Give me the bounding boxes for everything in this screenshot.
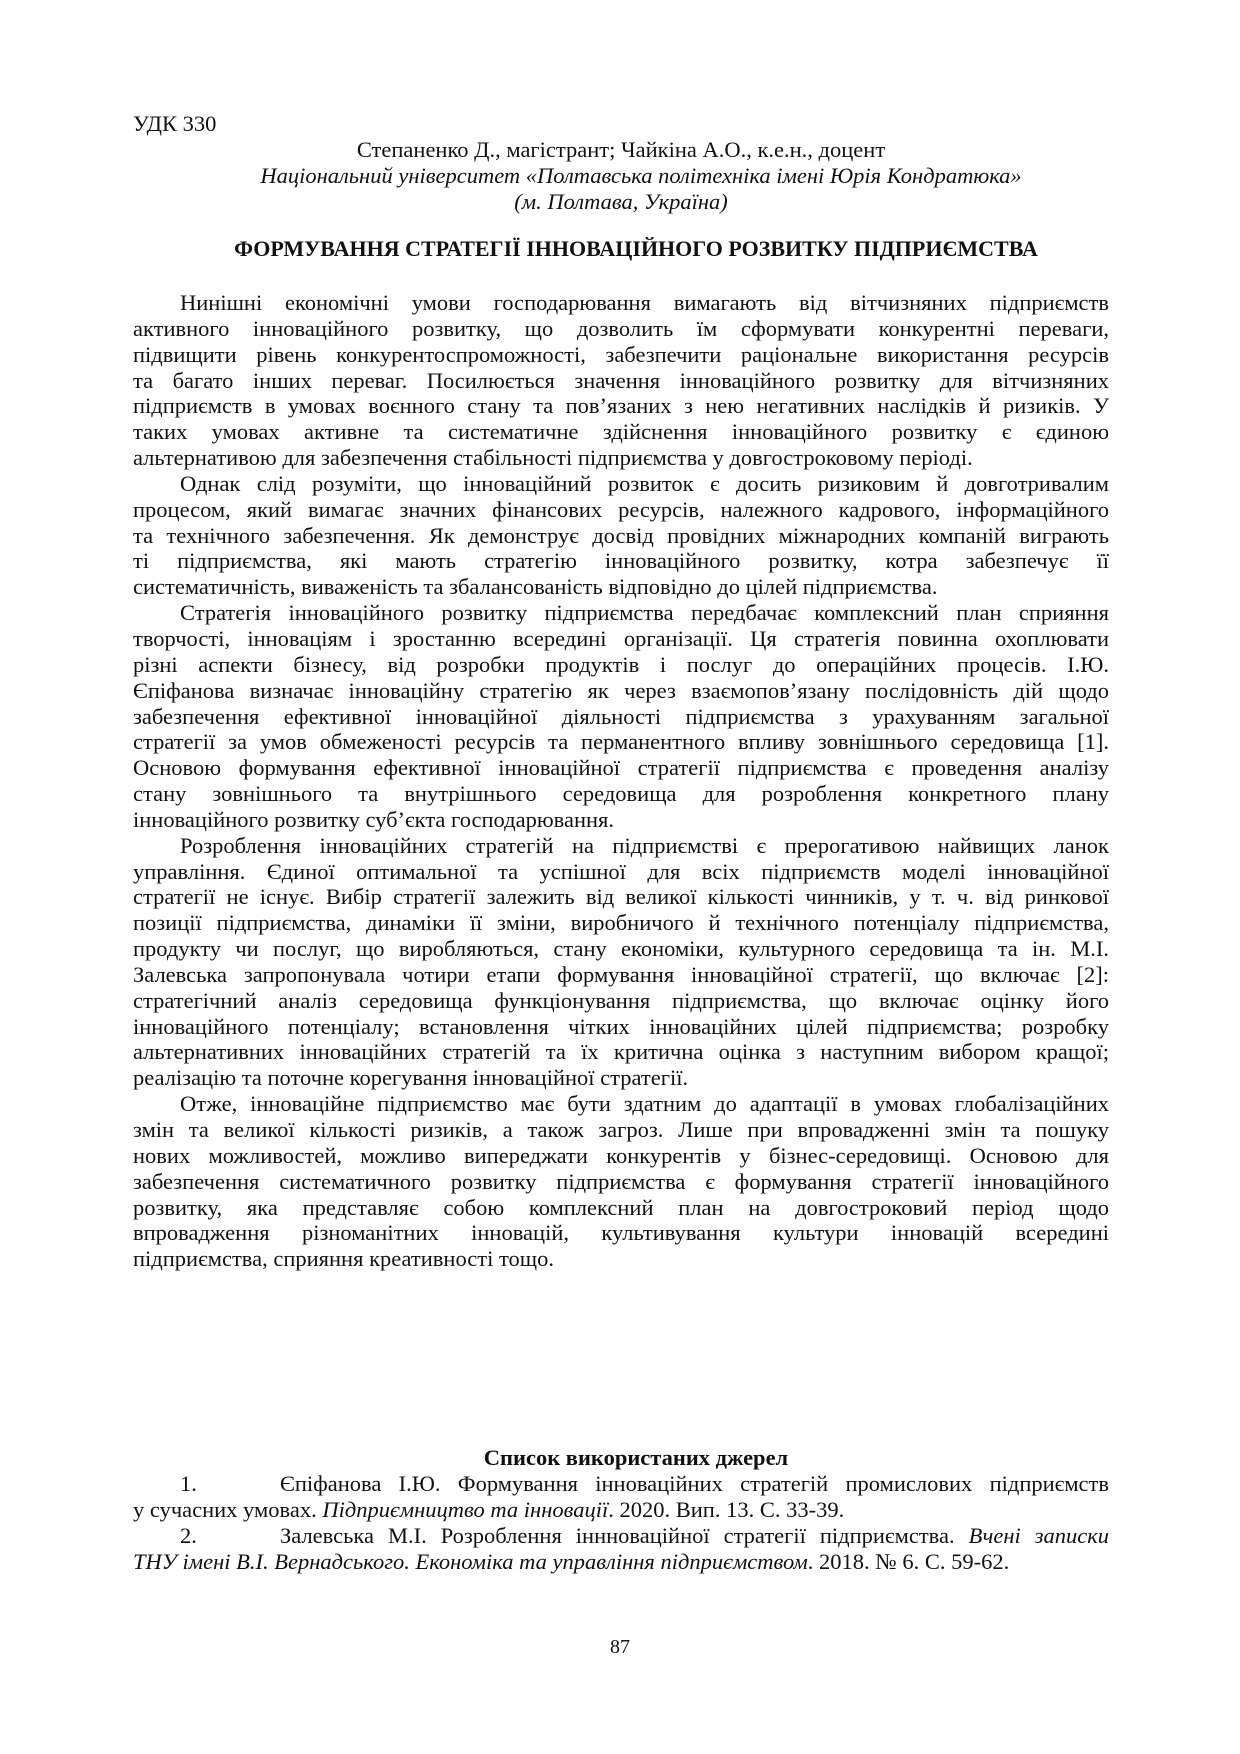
journal-title: ТНУ імені В.І. Вернадського. Економіка та управління підприємством xyxy=(133,1548,808,1574)
text-line: альтернативних інноваційних стратегій та їх критична оцінка з наступним вибором кращої; xyxy=(133,1039,1109,1065)
text-line: творчості, інноваціям і зростанню всередині організації. Ця стратегія повинна охоплювати xyxy=(133,625,1109,651)
text-line: альтернативою для забезпечення стабільності підприємства у довгостроковому періоді. xyxy=(133,445,973,471)
text-line: різні аспекти бізнесу, від розробки продуктів і послуг до операційних процесів. І.Ю. xyxy=(133,651,1109,677)
text-line: систематичність, виваженість та збалансованість відповідно до цілей підприємства. xyxy=(133,574,938,600)
text-line: активного інноваційного розвитку, що дозволить їм сформувати конкурентні переваги, xyxy=(133,315,1109,341)
article-title: ФОРМУВАННЯ СТРАТЕГІЇ ІННОВАЦІЙНОГО РОЗВИТКУ ПІДПРИЄМСТВА xyxy=(234,236,1038,261)
text-line: та багато інших переваг. Посилюється значення інноваційного розвитку для вітчизняних xyxy=(133,367,1109,393)
reference-number: 1. xyxy=(180,1471,197,1496)
paragraph xyxy=(133,471,1109,600)
text-line: Нинішні економічні умови господарювання вимагають від вітчизняних підприємств xyxy=(180,290,1109,315)
text-line: Однак слід розуміти, що інноваційний розвиток є досить ризиковим й довготривалим xyxy=(180,470,1109,496)
text-line: стратегічний аналіз середовища функціонування підприємства, що включає оцінку його xyxy=(133,987,1109,1013)
references-list xyxy=(133,1471,1109,1574)
text-line: підприємства, сприяння креативності тощо. xyxy=(133,1246,554,1272)
text-line: Єпіфанова визначає інноваційну стратегію як через взаємопов’язану послідовність дій щодо xyxy=(133,677,1109,703)
text-line: ті підприємства, які мають стратегію інноваційного розвитку, котра забезпечує її xyxy=(133,548,1109,574)
authors-line: Степаненко Д., магістрант; Чайкіна А.О., к.е.н., доцент xyxy=(356,137,886,162)
text-line: інноваційного розвитку суб’єкта господарювання. xyxy=(133,806,615,832)
text-line: Отже, інноваційне підприємство має бути здатним до адаптації в умовах глобалізаційних xyxy=(180,1091,1109,1117)
text-line: впровадження різноманітних інновацій, культивування культури інновацій всередині xyxy=(133,1220,1109,1246)
reference-line xyxy=(133,1523,1109,1549)
text-line: управління. Єдиної оптимальної та успішної для всіх підприємств моделі інноваційної xyxy=(133,858,1109,884)
city-line: (м. Полтава, Україна) xyxy=(514,189,728,214)
text-line: розвитку, яка представляє собою комплексний план на довгостроковий період щодо xyxy=(133,1194,1109,1220)
reference-details: . 2020. Вип. 13. С. 33-39. xyxy=(608,1496,845,1522)
paragraph xyxy=(133,290,1109,471)
article-body xyxy=(133,290,1109,1272)
reference-item xyxy=(133,1471,1109,1523)
journal-title: Вчені записки xyxy=(968,1522,1109,1548)
text-line: Залевська запропонувала чотири етапи формування інноваційної стратегії, що включає [2]: xyxy=(133,961,1109,987)
text-line: таких умовах активне та систематичне здійснення інноваційного розвитку є єдиною xyxy=(133,419,1109,445)
text-line: Основою формування ефективної інноваційної стратегії підприємства є проведення аналізу xyxy=(133,755,1109,781)
references-heading: Список використаних джерел xyxy=(483,1445,789,1470)
text-line: Розроблення інноваційних стратегій на підприємстві є прерогативою найвищих ланок xyxy=(180,832,1109,858)
journal-title: Підприємництво та інновації xyxy=(322,1496,609,1522)
reference-number: 2. xyxy=(180,1522,197,1548)
text-line: змін та великої кількості ризиків, а також загроз. Лише при впровадженні змін та пошуку xyxy=(133,1117,1109,1142)
text-line: інноваційного потенціалу; встановлення чітких інноваційних цілей підприємства; розробку xyxy=(133,1013,1109,1039)
text-line: Стратегія інноваційного розвитку підприємства передбачає комплексний план сприяння xyxy=(180,600,1109,626)
reference-text: Єпіфанова І.Ю. Формування інноваційних стратегій промислових підприємств xyxy=(280,1471,1109,1496)
text-line: реалізацію та поточне корегування інноваційної стратегії. xyxy=(133,1065,689,1091)
text-line: процесом, який вимагає значних фінансових ресурсів, належного кадрового, інформаційного xyxy=(133,496,1109,522)
text-line: нових можливостей, можливо випереджати конкурентів у бізнес-середовищі. Основою для xyxy=(133,1142,1109,1168)
reference-line xyxy=(133,1549,1109,1575)
reference-text: у сучасних умовах. xyxy=(133,1496,323,1522)
text-line: стану зовнішнього та внутрішнього середовища для розроблення конкретного плану xyxy=(133,781,1109,807)
affiliation-line: Національний університет «Полтавська політехніка імені Юрія Кондратюка» xyxy=(260,163,1022,188)
text-line: та технічного забезпечення. Як демонструє досвід провідних міжнародних компаній виграють xyxy=(133,522,1109,548)
text-line: стратегії за умов обмеженості ресурсів та перманентного впливу зовнішнього середовища [1]. xyxy=(133,729,1109,755)
reference-line xyxy=(133,1471,1109,1497)
reference-line xyxy=(133,1497,1109,1523)
paragraph xyxy=(133,600,1109,833)
paragraph xyxy=(133,833,1109,1091)
text-line: позиції підприємства, динаміки її зміни, виробничого й технічного потенціалу підприємства, xyxy=(133,910,1109,936)
reference-details: . 2018. № 6. С. 59-62. xyxy=(807,1548,1010,1574)
reference-text: Залевська М.І. Розроблення іннноваційної стратегії підприємства. xyxy=(280,1522,969,1548)
text-line: продукту чи послуг, що виробляються, стану економіки, культурного середовища та ін. М.І. xyxy=(133,936,1109,962)
text-line: підвищити рівень конкурентоспроможності, забезпечити раціональне використання ресурсів xyxy=(133,341,1109,367)
text-line: стратегії не існує. Вибір стратегії залежить від великої кількості чинників, у т. ч. від ринкової xyxy=(133,884,1109,910)
text-line: підприємств в умовах воєнного стану та пов’язаних з нею негативних наслідків й ризиків. У xyxy=(133,393,1109,419)
paragraph xyxy=(133,1091,1109,1272)
text-line: забезпечення ефективної інноваційної діяльності підприємства з урахуванням загальної xyxy=(133,703,1109,729)
udk-code: УДК 330 xyxy=(133,111,217,136)
reference-item xyxy=(133,1523,1109,1575)
page-number: 87 xyxy=(610,1636,630,1658)
text-line: забезпечення систематичного розвитку підприємства є формування стратегії інноваційного xyxy=(133,1168,1109,1194)
